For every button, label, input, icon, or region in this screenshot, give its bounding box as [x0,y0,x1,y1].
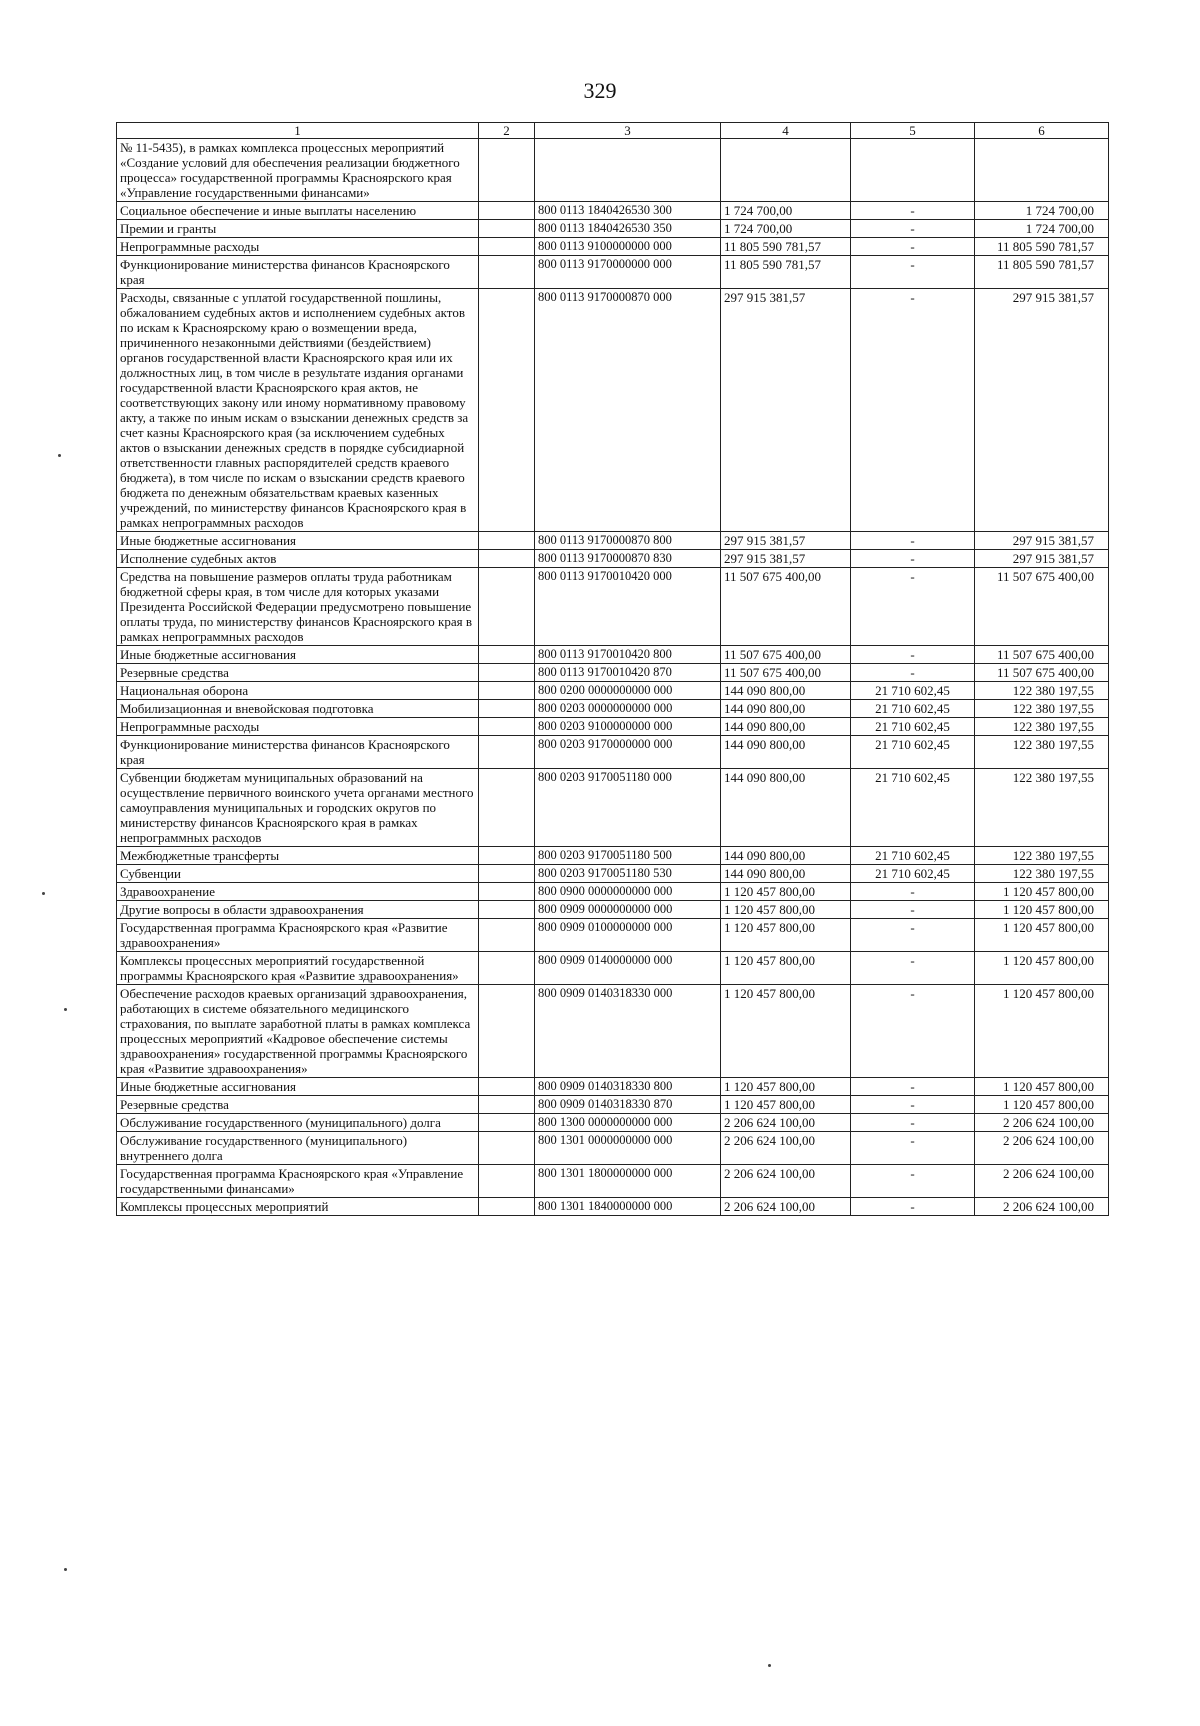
row-name-cell: Иные бюджетные ассигнования [117,1078,479,1096]
row-change-cell: - [851,289,975,532]
row-col2-cell [479,1198,535,1216]
row-code-cell: 800 1301 0000000000 000 [535,1132,721,1165]
row-col2-cell [479,736,535,769]
scan-speck [42,892,45,895]
row-code-cell: 800 0200 0000000000 000 [535,682,721,700]
row-change-cell: 21 710 602,45 [851,700,975,718]
row-total-cell: 2 206 624 100,00 [975,1132,1109,1165]
row-change-cell: - [851,238,975,256]
budget-table [116,122,1109,1216]
row-col2-cell [479,202,535,220]
row-change-cell: - [851,1165,975,1198]
table-row [117,238,1109,256]
row-name-cell: Расходы, связанные с уплатой государственной пошлины, обжалованием судебных актов и исполнением судебных актов по искам к Красноярскому краю о возмещении вреда, причиненного незаконными действиями (бездействием) органов государственной власти Красноярского края или их должностных лиц, в том числе в результате издания органами государственной власти Красноярского края актов, не соответствующих закону или иному нормативному правовому акту, а также по иным искам о взыскании денежных средств за счет казны Красноярского края (за исключением судебных актов о взыскании денежных средств в порядке субсидиарной ответственности главных распорядителей средств краевого бюджета), в том числе по искам о взыскании средств краевого бюджета по денежным обязательствам краевых казенных учреждений, по министерству финансов Красноярского края в рамках непрограммных расходов [117,289,479,532]
scan-speck [768,1664,771,1667]
row-code-cell: 800 0113 9170000870 830 [535,550,721,568]
row-amount-cell: 144 090 800,00 [721,718,851,736]
row-name-cell: Межбюджетные трансферты [117,847,479,865]
row-name-cell: Государственная программа Красноярского края «Развитие здравоохранения» [117,919,479,952]
table-row [117,664,1109,682]
row-amount-cell: 11 507 675 400,00 [721,568,851,646]
row-name-cell: Иные бюджетные ассигнования [117,532,479,550]
row-col2-cell [479,1165,535,1198]
table-row [117,256,1109,289]
row-total-cell: 1 724 700,00 [975,220,1109,238]
row-total-cell: 122 380 197,55 [975,700,1109,718]
row-change-cell: 21 710 602,45 [851,736,975,769]
table-row [117,1132,1109,1165]
row-total-cell: 1 120 457 800,00 [975,919,1109,952]
row-name-cell: Комплексы процессных мероприятий государственной программы Красноярского края «Развитие здравоохранения» [117,952,479,985]
row-total-cell: 2 206 624 100,00 [975,1114,1109,1132]
row-change-cell: 21 710 602,45 [851,847,975,865]
row-change-cell: 21 710 602,45 [851,769,975,847]
row-change-cell [851,139,975,202]
row-amount-cell: 297 915 381,57 [721,550,851,568]
row-change-cell: 21 710 602,45 [851,865,975,883]
row-total-cell: 122 380 197,55 [975,682,1109,700]
row-change-cell: - [851,1078,975,1096]
row-amount-cell: 144 090 800,00 [721,700,851,718]
table-row [117,532,1109,550]
table-row [117,901,1109,919]
table-row [117,847,1109,865]
column-header: 4 [721,123,851,139]
row-name-cell: Резервные средства [117,1096,479,1114]
row-name-cell: № 11-5435), в рамках комплекса процессных мероприятий «Создание условий для обеспечения реализации бюджетного процесса» государственной программы Красноярского края «Управление государственными финансами» [117,139,479,202]
row-name-cell: Исполнение судебных актов [117,550,479,568]
row-col2-cell [479,700,535,718]
row-code-cell: 800 0909 0000000000 000 [535,901,721,919]
row-change-cell: - [851,883,975,901]
row-amount-cell [721,139,851,202]
row-total-cell: 1 120 457 800,00 [975,901,1109,919]
row-code-cell: 800 0203 9170051180 500 [535,847,721,865]
row-amount-cell: 1 120 457 800,00 [721,901,851,919]
column-header: 3 [535,123,721,139]
row-col2-cell [479,682,535,700]
row-total-cell: 1 120 457 800,00 [975,985,1109,1078]
row-total-cell: 11 805 590 781,57 [975,238,1109,256]
row-change-cell: - [851,202,975,220]
row-total-cell: 1 120 457 800,00 [975,1096,1109,1114]
table-row [117,1096,1109,1114]
row-code-cell: 800 0203 9100000000 000 [535,718,721,736]
table-row [117,1198,1109,1216]
row-amount-cell: 11 805 590 781,57 [721,238,851,256]
row-col2-cell [479,256,535,289]
table-row [117,952,1109,985]
column-header: 6 [975,123,1109,139]
row-total-cell: 122 380 197,55 [975,769,1109,847]
row-amount-cell: 2 206 624 100,00 [721,1165,851,1198]
row-col2-cell [479,220,535,238]
row-col2-cell [479,769,535,847]
row-name-cell: Функционирование министерства финансов Красноярского края [117,736,479,769]
row-change-cell: - [851,646,975,664]
row-change-cell: - [851,919,975,952]
row-name-cell: Здравоохранение [117,883,479,901]
row-total-cell: 297 915 381,57 [975,550,1109,568]
table-row [117,568,1109,646]
row-code-cell: 800 0909 0140318330 000 [535,985,721,1078]
row-code-cell: 800 0113 9170010420 800 [535,646,721,664]
column-header: 5 [851,123,975,139]
table-row [117,718,1109,736]
scan-speck [58,454,61,457]
row-name-cell: Государственная программа Красноярского края «Управление государственными финансами» [117,1165,479,1198]
row-code-cell: 800 0909 0100000000 000 [535,919,721,952]
row-change-cell: 21 710 602,45 [851,718,975,736]
row-col2-cell [479,550,535,568]
table-row [117,682,1109,700]
row-change-cell: - [851,952,975,985]
row-code-cell: 800 0203 9170000000 000 [535,736,721,769]
table-row [117,139,1109,202]
row-change-cell: - [851,664,975,682]
row-col2-cell [479,865,535,883]
table-row [117,919,1109,952]
row-amount-cell: 297 915 381,57 [721,532,851,550]
row-code-cell: 800 0909 0140318330 800 [535,1078,721,1096]
row-change-cell: - [851,1114,975,1132]
table-row [117,220,1109,238]
row-name-cell: Средства на повышение размеров оплаты труда работникам бюджетной сферы края, в том числе для которых указами Президента Российской Федерации предусмотрено повышение оплаты труда, по министерству финансов Красноярского края в рамках непрограммных расходов [117,568,479,646]
row-amount-cell: 144 090 800,00 [721,682,851,700]
row-name-cell: Другие вопросы в области здравоохранения [117,901,479,919]
row-code-cell: 800 1301 1840000000 000 [535,1198,721,1216]
row-code-cell: 800 1300 0000000000 000 [535,1114,721,1132]
row-code-cell: 800 0113 9170010420 870 [535,664,721,682]
row-name-cell: Непрограммные расходы [117,718,479,736]
row-total-cell [975,139,1109,202]
row-name-cell: Мобилизационная и вневойсковая подготовка [117,700,479,718]
row-code-cell: 800 0113 9100000000 000 [535,238,721,256]
row-change-cell: 21 710 602,45 [851,682,975,700]
table-row [117,865,1109,883]
row-total-cell: 122 380 197,55 [975,718,1109,736]
row-total-cell: 11 507 675 400,00 [975,568,1109,646]
row-name-cell: Субвенции бюджетам муниципальных образований на осуществление первичного воинского учета органами местного самоуправления муниципальных и городских округов по министерству финансов Красноярского края в рамках непрограммных расходов [117,769,479,847]
row-code-cell: 800 0203 0000000000 000 [535,700,721,718]
scan-speck [64,1008,67,1011]
row-col2-cell [479,238,535,256]
scan-speck [64,1568,67,1571]
row-code-cell: 800 0113 9170000870 800 [535,532,721,550]
row-total-cell: 1 120 457 800,00 [975,883,1109,901]
row-amount-cell: 11 507 675 400,00 [721,664,851,682]
row-total-cell: 1 724 700,00 [975,202,1109,220]
row-name-cell: Субвенции [117,865,479,883]
table-row [117,985,1109,1078]
row-name-cell: Иные бюджетные ассигнования [117,646,479,664]
row-name-cell: Функционирование министерства финансов Красноярского края [117,256,479,289]
row-change-cell: - [851,985,975,1078]
row-name-cell: Обслуживание государственного (муниципального) внутреннего долга [117,1132,479,1165]
row-amount-cell: 1 120 457 800,00 [721,919,851,952]
row-code-cell: 800 0113 1840426530 350 [535,220,721,238]
row-col2-cell [479,985,535,1078]
row-amount-cell: 11 805 590 781,57 [721,256,851,289]
row-code-cell: 800 0909 0140318330 870 [535,1096,721,1114]
row-col2-cell [479,847,535,865]
row-total-cell: 122 380 197,55 [975,865,1109,883]
row-code-cell: 800 0113 9170000870 000 [535,289,721,532]
column-header: 1 [117,123,479,139]
row-name-cell: Непрограммные расходы [117,238,479,256]
row-col2-cell [479,646,535,664]
table-row [117,550,1109,568]
row-amount-cell: 1 120 457 800,00 [721,1078,851,1096]
table-row [117,1165,1109,1198]
row-code-cell: 800 0203 9170051180 000 [535,769,721,847]
row-name-cell: Обслуживание государственного (муниципального) долга [117,1114,479,1132]
row-total-cell: 122 380 197,55 [975,736,1109,769]
row-col2-cell [479,664,535,682]
row-total-cell: 1 120 457 800,00 [975,952,1109,985]
row-change-cell: - [851,220,975,238]
row-total-cell: 11 805 590 781,57 [975,256,1109,289]
row-name-cell: Премии и гранты [117,220,479,238]
row-amount-cell: 1 724 700,00 [721,220,851,238]
row-change-cell: - [851,532,975,550]
row-amount-cell: 11 507 675 400,00 [721,646,851,664]
table-body [117,139,1109,1216]
row-code-cell [535,139,721,202]
row-change-cell: - [851,1096,975,1114]
row-change-cell: - [851,1198,975,1216]
table-row [117,1114,1109,1132]
row-change-cell: - [851,1132,975,1165]
row-col2-cell [479,718,535,736]
row-col2-cell [479,289,535,532]
table-row [117,883,1109,901]
row-code-cell: 800 0113 9170000000 000 [535,256,721,289]
row-name-cell: Резервные средства [117,664,479,682]
table-header-row [117,123,1109,139]
page-number: 329 [583,78,617,103]
row-code-cell: 800 0900 0000000000 000 [535,883,721,901]
row-change-cell: - [851,901,975,919]
row-amount-cell: 1 724 700,00 [721,202,851,220]
row-col2-cell [479,883,535,901]
row-col2-cell [479,952,535,985]
row-total-cell: 297 915 381,57 [975,289,1109,532]
row-change-cell: - [851,256,975,289]
row-col2-cell [479,568,535,646]
row-amount-cell: 1 120 457 800,00 [721,985,851,1078]
row-total-cell: 11 507 675 400,00 [975,664,1109,682]
row-amount-cell: 144 090 800,00 [721,865,851,883]
table-row [117,646,1109,664]
row-code-cell: 800 0113 9170010420 000 [535,568,721,646]
row-total-cell: 1 120 457 800,00 [975,1078,1109,1096]
row-amount-cell: 2 206 624 100,00 [721,1198,851,1216]
row-col2-cell [479,1096,535,1114]
row-name-cell: Социальное обеспечение и иные выплаты населению [117,202,479,220]
row-amount-cell: 1 120 457 800,00 [721,1096,851,1114]
row-col2-cell [479,1114,535,1132]
row-name-cell: Комплексы процессных мероприятий [117,1198,479,1216]
table-row [117,700,1109,718]
row-amount-cell: 1 120 457 800,00 [721,883,851,901]
row-name-cell: Обеспечение расходов краевых организаций здравоохранения, работающих в системе обязательного медицинского страхования, по выплате заработной платы в рамках комплекса процессных мероприятий «Кадровое обеспечение системы здравоохранения» государственной программы Красноярского края «Развитие здравоохранения» [117,985,479,1078]
row-code-cell: 800 0203 9170051180 530 [535,865,721,883]
table-row [117,736,1109,769]
row-col2-cell [479,919,535,952]
row-total-cell: 297 915 381,57 [975,532,1109,550]
row-amount-cell: 2 206 624 100,00 [721,1132,851,1165]
row-col2-cell [479,1078,535,1096]
row-total-cell: 2 206 624 100,00 [975,1198,1109,1216]
row-amount-cell: 144 090 800,00 [721,769,851,847]
row-amount-cell: 2 206 624 100,00 [721,1114,851,1132]
row-change-cell: - [851,568,975,646]
table-row [117,769,1109,847]
row-code-cell: 800 0909 0140000000 000 [535,952,721,985]
row-total-cell: 122 380 197,55 [975,847,1109,865]
row-amount-cell: 297 915 381,57 [721,289,851,532]
row-amount-cell: 144 090 800,00 [721,847,851,865]
column-header: 2 [479,123,535,139]
table-row [117,202,1109,220]
row-code-cell: 800 1301 1800000000 000 [535,1165,721,1198]
row-change-cell: - [851,550,975,568]
row-code-cell: 800 0113 1840426530 300 [535,202,721,220]
row-amount-cell: 1 120 457 800,00 [721,952,851,985]
row-amount-cell: 144 090 800,00 [721,736,851,769]
row-total-cell: 2 206 624 100,00 [975,1165,1109,1198]
row-col2-cell [479,139,535,202]
table-row [117,1078,1109,1096]
row-col2-cell [479,1132,535,1165]
row-col2-cell [479,532,535,550]
row-name-cell: Национальная оборона [117,682,479,700]
row-total-cell: 11 507 675 400,00 [975,646,1109,664]
row-col2-cell [479,901,535,919]
table-row [117,289,1109,532]
